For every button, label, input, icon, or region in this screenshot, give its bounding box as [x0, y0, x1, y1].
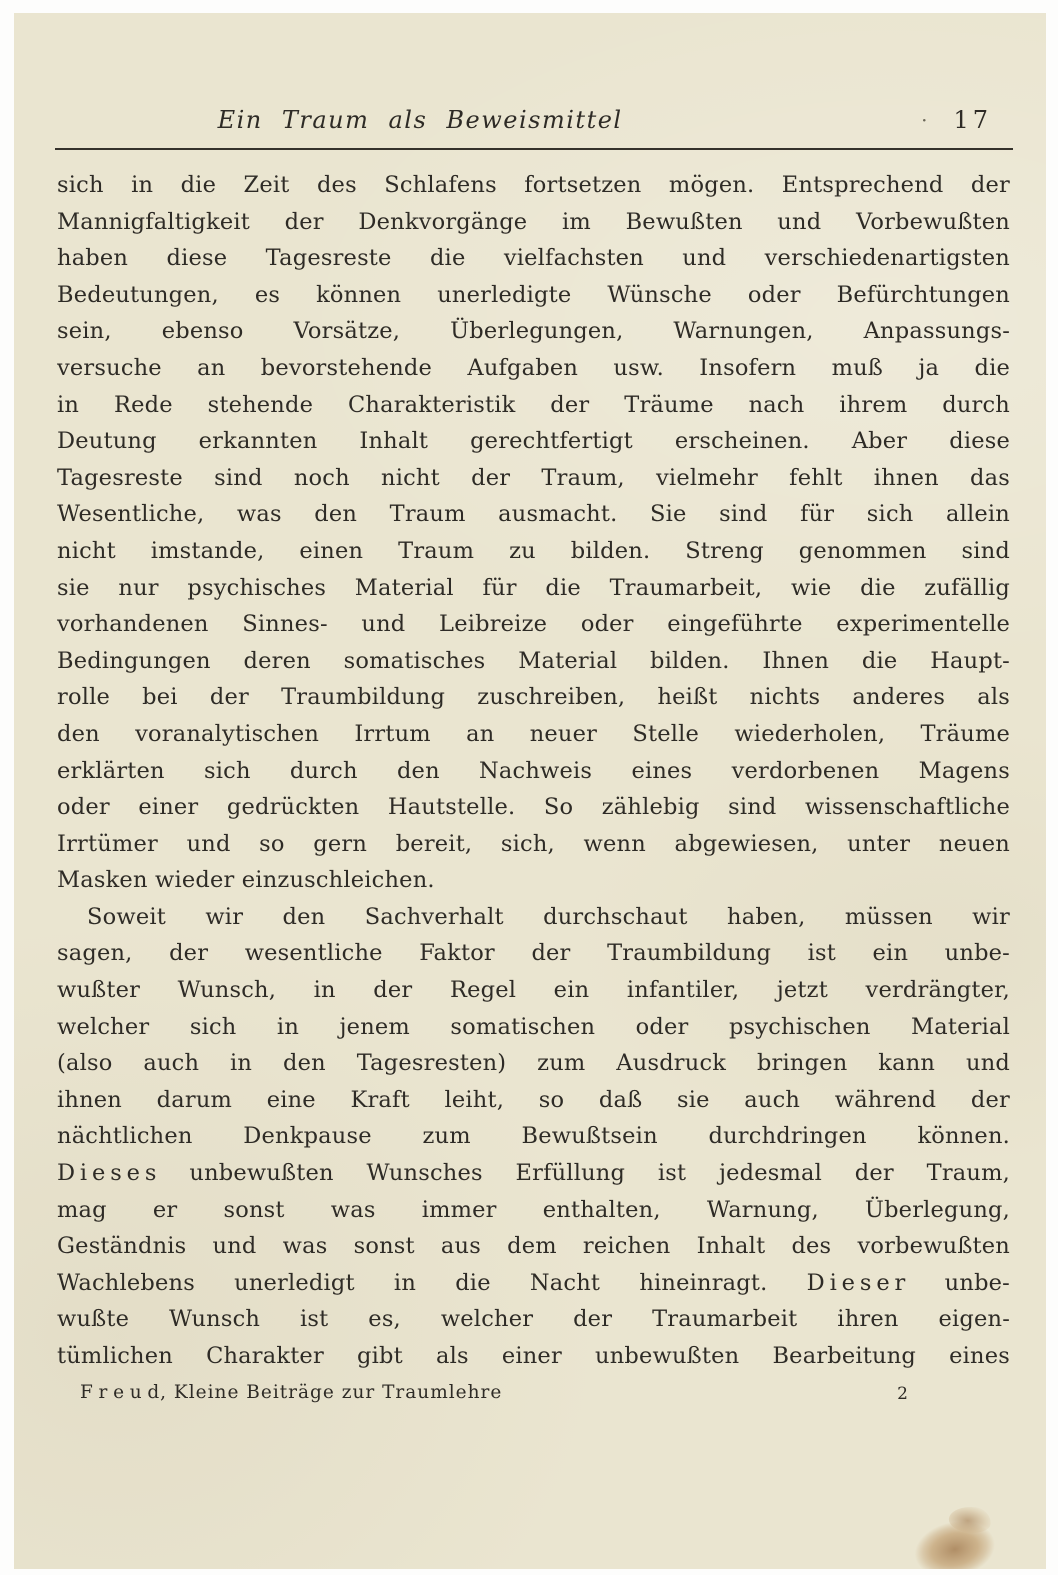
- text-line: sein, ebenso Vorsätze, Überlegungen, Warnungen, Anpassungs-: [57, 318, 1010, 345]
- header-rule: [55, 148, 1013, 150]
- text-block: [57, 167, 1010, 1375]
- text-line: oder einer gedrückten Hautstelle. So zählebig sind wissenschaftliche: [57, 794, 1010, 821]
- text-line: Deutung erkannten Inhalt gerechtfertigt erscheinen. Aber diese: [57, 428, 1010, 455]
- text-line: Masken wieder einzuschleichen.: [57, 867, 435, 894]
- text-line: ihnen darum eine Kraft leiht, so daß sie auch während der: [57, 1086, 1010, 1113]
- page-header: [57, 106, 1010, 140]
- text-line: vorhandenen Sinnes- und Leibreize oder eingeführte experimentelle: [57, 611, 1010, 638]
- text-line: den voranalytischen Irrtum an neuer Stelle wiederholen, Träume: [57, 720, 1010, 747]
- text-line: welcher sich in jenem somatischen oder psychischen Material: [57, 1013, 1010, 1040]
- text-line: (also auch in den Tagesresten) zum Ausdruck bringen kann und: [57, 1050, 1010, 1077]
- text-line: rolle bei der Traumbildung zuschreiben, heißt nichts anderes als: [57, 684, 1010, 711]
- text-line: wußter Wunsch, in der Regel ein infantiler, jetzt verdrängter,: [57, 977, 1010, 1004]
- text-line: Irrtümer und so gern bereit, sich, wenn abgewiesen, unter neuen: [57, 830, 1010, 857]
- text-line: haben diese Tagesreste die vielfachsten und verschiedenartigsten: [57, 245, 1010, 272]
- text-line: Mannigfaltigkeit der Denkvorgänge im Bewußten und Vorbewußten: [57, 208, 1010, 235]
- signature-number: 2: [897, 1384, 908, 1404]
- header-right: [921, 106, 992, 134]
- running-title: Ein Traum als Beweismittel: [217, 106, 623, 134]
- text-line: erklärten sich durch den Nachweis eines verdorbenen Magens: [57, 757, 1010, 784]
- text-line: Geständnis und was sonst aus dem reichen Inhalt des vorbewußten: [57, 1233, 1010, 1260]
- text-line: Bedeutungen, es können unerledigte Wünsche oder Befürchtungen: [57, 281, 1010, 308]
- book-page: [14, 13, 1046, 1569]
- text-line: Wesentliche, was den Traum ausmacht. Sie sind für sich allein: [57, 501, 1010, 528]
- text-line: sie nur psychisches Material für die Traumarbeit, wie die zufällig: [57, 574, 1010, 601]
- stain-blob: [948, 1505, 992, 1535]
- stain: [893, 1497, 1011, 1569]
- text-line: sagen, der wesentliche Faktor der Traumbildung ist ein unbe-: [57, 940, 1010, 967]
- text-line: sich in die Zeit des Schlafens fortsetzen mögen. Entsprechend der: [57, 172, 1010, 198]
- page-number: 17: [953, 106, 992, 134]
- text-line: mag er sonst was immer enthalten, Warnung, Überlegung,: [57, 1196, 1010, 1223]
- text-line: in Rede stehende Charakteristik der Träume nach ihrem durch: [57, 391, 1010, 418]
- text-line: Soweit wir den Sachverhalt durchschaut haben, müssen wir: [87, 903, 1010, 930]
- text-line: Bedingungen deren somatisches Material bilden. Ihnen die Haupt-: [57, 647, 1010, 674]
- page-footer: [57, 1382, 1010, 1408]
- text-line: nächtlichen Denkpause zum Bewußtsein durchdringen können.: [57, 1123, 1010, 1150]
- text-line: wußte Wunsch ist es, welcher der Traumarbeit ihren eigen-: [57, 1306, 1010, 1333]
- text-line: D i e s e s unbewußten Wunsches Erfüllung ist jedesmal der Traum,: [57, 1160, 1010, 1187]
- text-line: Wachlebens unerledigt in die Nacht hineinragt. D i e s e r unbe-: [57, 1269, 1010, 1296]
- separator-dot: ·: [921, 108, 928, 132]
- footer-note: F r e u d, Kleine Beiträge zur Traumlehre: [80, 1382, 503, 1403]
- text-line: nicht imstande, einen Traum zu bilden. Streng genommen sind: [57, 537, 1010, 564]
- text-line: versuche an bevorstehende Aufgaben usw. Insofern muß ja die: [57, 354, 1010, 381]
- text-line: tümlichen Charakter gibt als einer unbewußten Bearbeitung eines: [57, 1343, 1010, 1369]
- text-line: Tagesreste sind noch nicht der Traum, vielmehr fehlt ihnen das: [57, 464, 1010, 491]
